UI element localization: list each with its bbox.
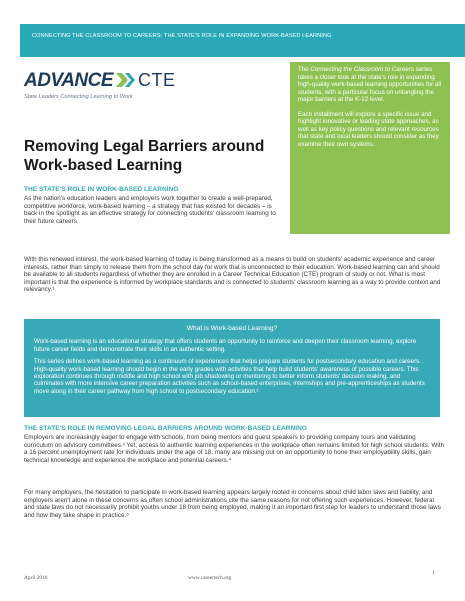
footer-url: www.careertech.org xyxy=(188,575,232,581)
section-heading-state-role: THE STATE'S ROLE IN WORK-BASED LEARNING xyxy=(24,186,179,193)
logo-tagline: State Leaders Connecting Learning to Work xyxy=(24,94,133,100)
page-title: Removing Legal Barriers around Work-based Learning xyxy=(24,138,265,174)
body-paragraph: As the nation's education leaders and employers work together to create a well-prepared, competitive workforce, work-based learning – a strategy that has existed for decades – is back in the spotlight as an effective strategy for connecting students' classroom learning to their future careers. xyxy=(24,195,276,225)
section-heading-legal-barriers: THE STATE'S ROLE IN REMOVING LEGAL BARRIERS AROUND WORK-BASED LEARNING xyxy=(24,425,308,432)
body-paragraph: Employers are increasingly eager to engage with schools, from being mentors and guest speakers to providing company tours and validating curriculum on advisory committees.³ Yet, access to authentic learning experiences in the workplace often remains limited for high school students. With a 16 percent unemployment rate for individuals under the age of 18, many are missing out on an opportunity to hone their employability skills, gain technical knowledge and experience the workplace and potential careers.⁴ xyxy=(24,434,444,464)
series-name: Connecting the Classroom to Careers xyxy=(310,66,414,73)
footer-date: April 2016 xyxy=(24,575,48,581)
header-band xyxy=(20,24,465,57)
series-intro-text: The xyxy=(298,66,311,73)
body-paragraph: For many employers, the hesitation to participate in work-based learning appears largely rooted in concerns about child labor laws and liability, and employers aren't alone in these concerns as often school administrations cite the same reasons for not offering such experiences. However, federal and state laws do not necessarily prohibit youths under 18 from being employed, making it an important first step for leaders to understand those laws and how they take shape in practice.⁵ xyxy=(24,489,441,519)
logo-advance-text: ADVANCE xyxy=(24,70,114,91)
definition-callout-box xyxy=(24,319,440,417)
callout-paragraph: Work-based learning is an educational strategy that offers students an opportunity to reinforce and deepen their classroom learning, explore future career fields and demonstrate their skills in an authentic setting. xyxy=(34,338,417,353)
chevron-logo-icon xyxy=(116,73,138,87)
header-band-container xyxy=(0,0,465,57)
logo-cte-text: CTE xyxy=(138,70,176,90)
series-intro-box xyxy=(290,62,450,234)
series-intro-paragraph-2: Each installment will explore a specific issue and highlight innovative or leading state approaches, as well as key policy questions and relevant resources that state and local leaders should consider as they examine their own systems. xyxy=(298,110,439,148)
callout-paragraph: This series defines work-based learning as a continuum of experiences that helps prepare students for postsecondary education and careers. High-quality work-based learning should begin in the early grades with activities that help build students' awareness of possible careers. This exploration continues through middle and high school with job shadowing or mentoring to better inform students' decision making, and culminates with more intensive career preparation activities such as school-based enterprises, internships and pre-apprenticeships as students move along in their career pathway from high school to postsecondary education.² xyxy=(34,358,425,395)
advance-cte-logo xyxy=(24,70,176,92)
header-band-text: CONNECTING THE CLASSROOM TO CAREERS: THE STATE'S ROLE IN EXPANDING WORK-BASED LEARNING xyxy=(32,33,332,39)
series-intro-text-cont: series takes a closer look at the state's role in expanding high-quality work-based learning opportunities for all students, with a particular focus on untangling the major barriers at the K-12 level. xyxy=(298,66,442,103)
page-number: 1 xyxy=(432,570,435,576)
body-paragraph: With this renewed interest, the work-based learning of today is being transformed as a means to build on students' academic experience and career interests, rather than simply to release them from the school day for work that is unconnected to their education. Work-based learning can and should be available to all students regardless of whether they are enrolled in a Career Technical Education (CTE) program of study or not. What is most important is that the experience is informed by workplace standards and is connected to students' classroom learning as a way to provide context and relevancy.¹ xyxy=(24,256,441,294)
series-intro-paragraph-1 xyxy=(298,66,442,104)
callout-title: What is Work-based Learning? xyxy=(186,325,278,332)
